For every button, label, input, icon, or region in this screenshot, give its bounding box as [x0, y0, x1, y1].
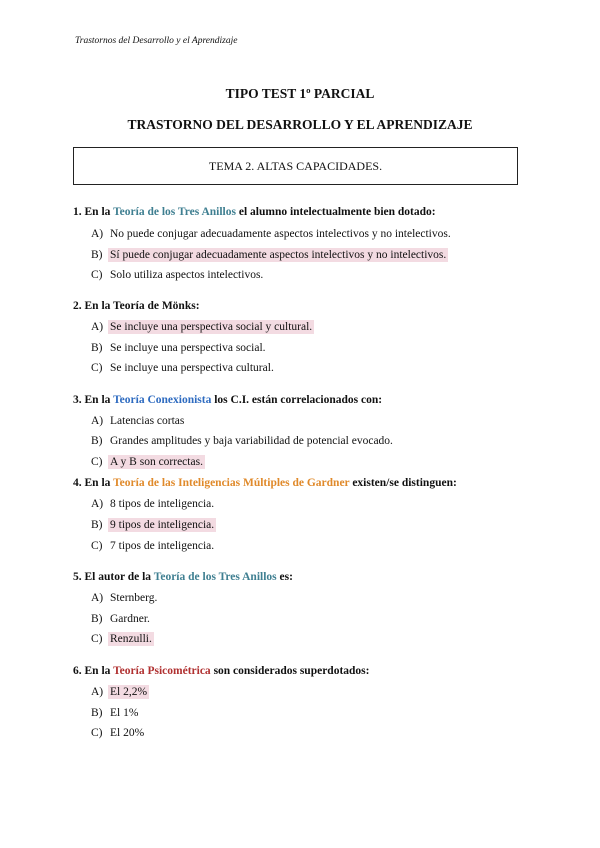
question-4	[73, 477, 457, 489]
option-text: El 20%	[110, 727, 145, 739]
option-6c[interactable]	[91, 727, 146, 739]
option-4a[interactable]	[91, 498, 216, 510]
option-6a[interactable]	[91, 686, 149, 698]
option-text: 9 tipos de inteligencia.	[110, 519, 215, 531]
question-prefix: 5. El autor de la	[73, 571, 154, 583]
option-text: A y B son correctas.	[110, 456, 203, 468]
option-2b[interactable]	[91, 342, 268, 354]
question-suffix: es:	[276, 571, 293, 583]
page-title: TIPO TEST 1º PARCIAL	[225, 86, 375, 101]
option-5c[interactable]	[91, 633, 154, 645]
question-suffix: los C.I. están correlacionados con:	[211, 394, 383, 406]
question-5	[73, 571, 293, 583]
option-text: Sí puede conjugar adecuadamente aspectos intelectivos y no intelectivos.	[110, 249, 447, 261]
option-1b[interactable]	[91, 249, 448, 261]
option-text: Se incluye una perspectiva social y cultural.	[110, 321, 313, 333]
option-letter: C)	[91, 727, 103, 739]
option-text: Grandes amplitudes y baja variabilidad de potencial evocado.	[110, 435, 393, 447]
option-text: Se incluye una perspectiva cultural.	[110, 362, 274, 374]
question-1	[73, 206, 436, 218]
option-letter: B)	[91, 435, 103, 447]
option-3b[interactable]	[91, 435, 395, 447]
option-text: Sternberg.	[110, 592, 158, 604]
option-letter: B)	[91, 342, 103, 354]
question-suffix: son considerados superdotados:	[210, 665, 370, 677]
option-5b[interactable]	[91, 613, 152, 625]
option-letter: B)	[91, 519, 103, 531]
option-letter: A)	[91, 498, 104, 510]
subject-title: TRASTORNO DEL DESARROLLO Y EL APRENDIZAJE	[127, 117, 473, 132]
question-prefix: 6. En la	[73, 665, 114, 677]
running-header: Trastornos del Desarrollo y el Aprendizaje	[75, 36, 238, 46]
question-3	[73, 394, 382, 406]
option-letter: A)	[91, 228, 104, 240]
topic-label: TEMA 2. ALTAS CAPACIDADES.	[208, 158, 383, 173]
topic-box	[73, 147, 518, 185]
option-text: El 2,2%	[110, 686, 148, 698]
option-6b[interactable]	[91, 707, 140, 719]
option-letter: B)	[91, 249, 103, 261]
option-letter: A)	[91, 415, 104, 427]
option-3c[interactable]	[91, 456, 205, 468]
question-highlight: Teoría Conexionista	[113, 394, 212, 406]
option-text: El 1%	[110, 707, 139, 719]
question-highlight: Teoría de los Tres Anillos	[113, 206, 236, 218]
option-text: Se incluye una perspectiva social.	[110, 342, 266, 354]
option-5a[interactable]	[91, 592, 159, 604]
question-prefix: 1. En la	[73, 206, 114, 218]
option-4c[interactable]	[91, 540, 216, 552]
option-3a[interactable]	[91, 415, 186, 427]
option-text: No puede conjugar adecuadamente aspectos intelectivos y no intelectivos.	[110, 228, 451, 240]
option-4b[interactable]	[91, 519, 216, 531]
option-letter: C)	[91, 456, 103, 468]
option-letter: C)	[91, 269, 103, 281]
option-text: Gardner.	[110, 613, 150, 625]
option-letter: C)	[91, 633, 103, 645]
question-prefix: 3. En la	[73, 394, 114, 406]
option-1c[interactable]	[91, 269, 265, 281]
option-text: Renzulli.	[110, 633, 152, 645]
option-2c[interactable]	[91, 362, 276, 374]
question-prefix: 4. En la	[73, 477, 114, 489]
option-2a[interactable]	[91, 321, 314, 333]
option-1a[interactable]	[91, 228, 453, 240]
question-2	[73, 300, 200, 312]
option-letter: A)	[91, 686, 104, 698]
option-letter: C)	[91, 362, 103, 374]
option-letter: B)	[91, 613, 103, 625]
question-6	[73, 665, 369, 677]
option-text: 7 tipos de inteligencia.	[110, 540, 215, 552]
question-suffix: el alumno intelectualmente bien dotado:	[235, 206, 436, 218]
option-text: Solo utiliza aspectos intelectivos.	[110, 269, 264, 281]
question-highlight: Teoría de los Tres Anillos	[153, 571, 277, 583]
option-text: 8 tipos de inteligencia.	[110, 498, 215, 510]
option-letter: A)	[91, 321, 104, 333]
question-highlight: Teoría Psicométrica	[113, 665, 211, 677]
option-letter: C)	[91, 540, 103, 552]
question-prefix: 2. En la Teoría de Mönks:	[73, 300, 200, 312]
question-highlight: Teoría de las Inteligencias Múltiples de Gardner	[113, 477, 350, 489]
option-letter: A)	[91, 592, 104, 604]
option-letter: B)	[91, 707, 103, 719]
question-suffix: existen/se distinguen:	[349, 477, 457, 489]
option-text: Latencias cortas	[110, 415, 185, 427]
